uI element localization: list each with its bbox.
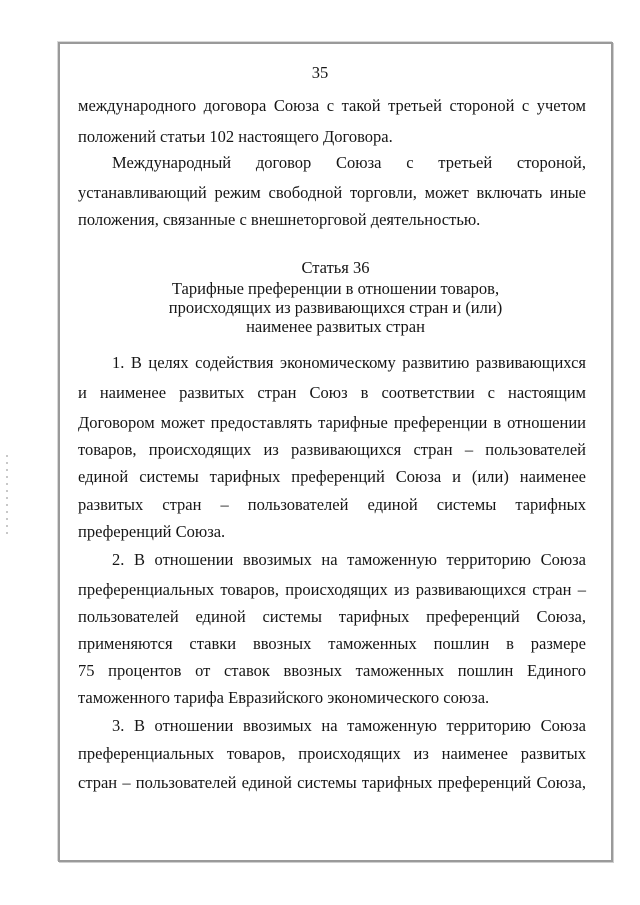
text-line: положений статьи 102 настоящего Договора. bbox=[78, 127, 393, 146]
text-line: 3. В отношении ввозимых на таможенную территорию Союза bbox=[112, 716, 586, 735]
text-line: единой системы тарифных преференций Союза и (или) наименее bbox=[78, 467, 586, 486]
text-line: 1. В целях содействия экономическому развитию развивающихся bbox=[112, 353, 586, 372]
text-line: 2. В отношении ввозимых на таможенную территорию Союза bbox=[112, 550, 586, 569]
text-line: товаров, происходящих из развивающихся стран – пользователей bbox=[78, 440, 586, 459]
page-number: 35 bbox=[311, 63, 329, 82]
text-line: преференциальных товаров, происходящих из наименее развитых bbox=[78, 744, 586, 763]
article-title-line: происходящих из развивающихся стран и (или) bbox=[168, 298, 503, 317]
scan-artifact bbox=[6, 455, 8, 535]
text-line: Международный договор Союза с третьей стороной, bbox=[112, 153, 586, 172]
article-title-line: наименее развитых стран bbox=[246, 317, 425, 336]
article-number: Статья 36 bbox=[301, 258, 370, 277]
text-line: международного договора Союза с такой третьей стороной с учетом bbox=[78, 96, 586, 115]
text-line: применяются ставки ввозных таможенных пошлин в размере bbox=[78, 634, 586, 653]
text-line: преференций Союза. bbox=[78, 522, 226, 541]
text-line: преференциальных товаров, происходящих из развивающихся стран – bbox=[78, 580, 586, 599]
text-line: стран – пользователей единой системы тарифных преференций Союза, bbox=[78, 773, 586, 792]
text-line: развитых стран – пользователей единой системы тарифных bbox=[78, 495, 586, 514]
text-line: устанавливающий режим свободной торговли, может включать иные bbox=[78, 183, 586, 202]
text-line: 75 процентов от ставок ввозных таможенных пошлин Единого bbox=[78, 661, 586, 680]
text-line: пользователей единой системы тарифных преференций Союза, bbox=[78, 607, 586, 626]
text-line: Договором может предоставлять тарифные преференции в отношении bbox=[78, 413, 586, 432]
text-line: и наименее развитых стран Союз в соответствии с настоящим bbox=[78, 383, 586, 402]
text-line: таможенного тарифа Евразийского экономического союза. bbox=[78, 688, 490, 707]
article-title-line: Тарифные преференции в отношении товаров, bbox=[171, 279, 500, 298]
text-line: положения, связанные с внешнеторговой деятельностью. bbox=[78, 210, 481, 229]
